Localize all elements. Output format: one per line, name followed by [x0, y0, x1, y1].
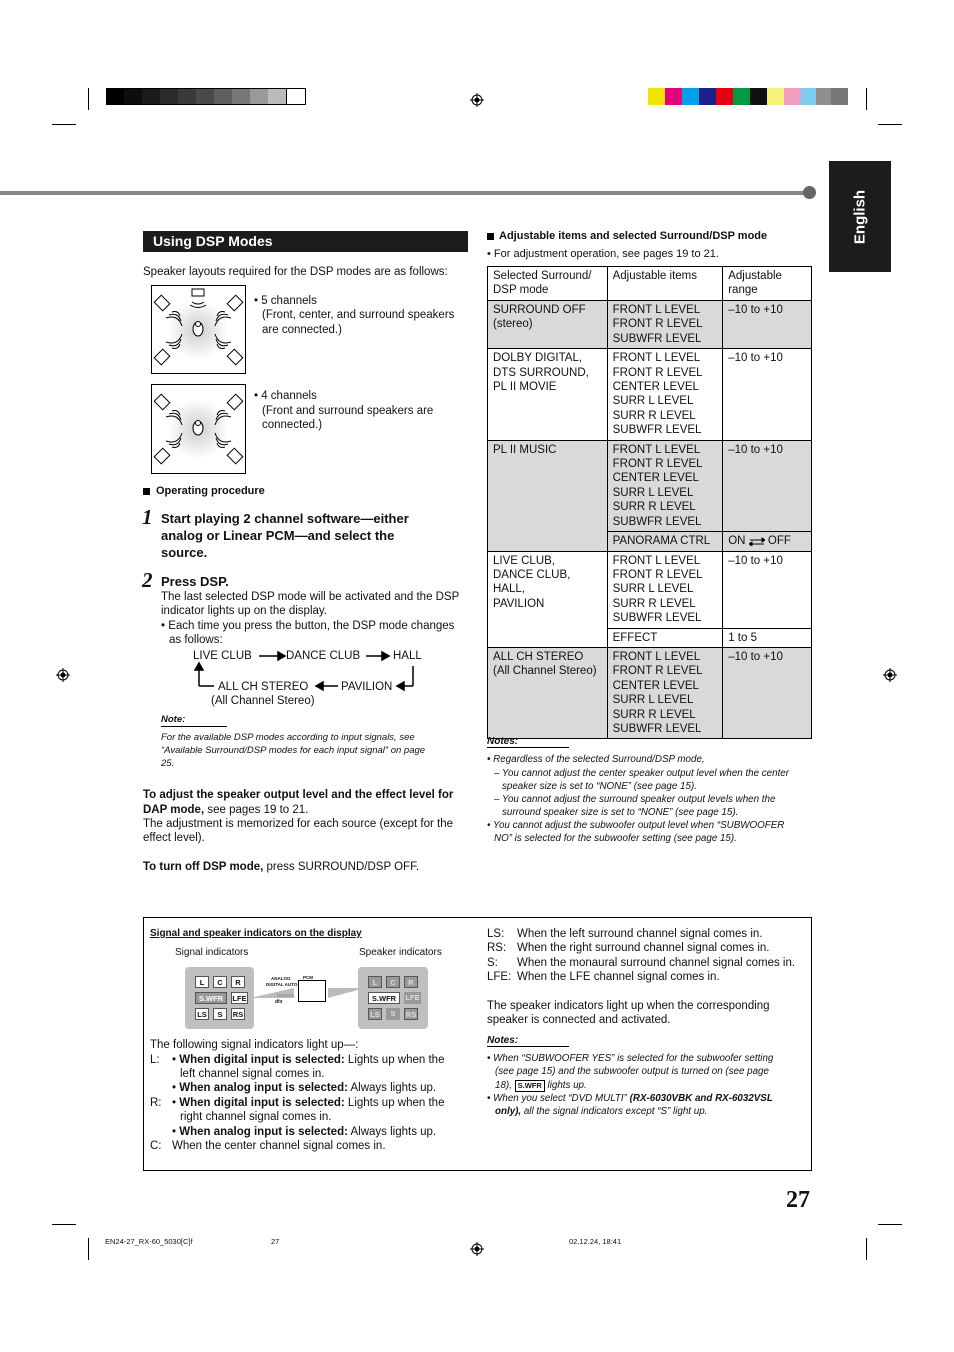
speaker-indicator-LFE: LFE: [405, 993, 420, 1002]
footer-page: 27: [271, 1237, 280, 1246]
table-header-cell: Selected Surround/ DSP mode: [488, 267, 608, 301]
step-1-title: analog or Linear PCM—and select the: [161, 528, 395, 543]
mode-cell: SURROUND OFF (stereo): [488, 301, 608, 349]
signal-indicator-LS: LS: [195, 1008, 209, 1020]
step-number: 2: [142, 568, 153, 592]
crop-mark: [878, 124, 902, 125]
step-2-body: The last selected DSP mode will be activated and the DSP: [161, 591, 460, 603]
square-bullet-icon: [487, 233, 494, 240]
color-swatch: [784, 88, 801, 105]
adjust-text: effect level).: [143, 832, 205, 844]
range-cell: –10 to +10: [723, 551, 812, 628]
note-text: For the available DSP modes according to input signals, see: [161, 732, 415, 743]
operating-heading: Operating procedure: [156, 485, 265, 497]
mode-cell: DOLBY DIGITAL, DTS SURROUND, PL II MOVIE: [488, 349, 608, 440]
adjust-heading: To adjust the speaker output level and the effect level for: [143, 789, 454, 801]
display-graphic: ANALOG DIGITAL AUTO PCM dts: [263, 975, 331, 1005]
lights-intro: The following signal indicators light up—:: [150, 1039, 359, 1051]
speaker-indicator-C: C: [386, 976, 400, 988]
color-swatch: [767, 88, 784, 105]
adjust-text: The adjustment is memorized for each source (except for the: [143, 818, 454, 830]
key-C: C:: [150, 1140, 162, 1152]
crop-mark: [88, 88, 89, 110]
speaker-paragraph: speaker is connected and activated.: [487, 1014, 671, 1026]
speaker-indicator-RS: RS: [405, 1010, 417, 1019]
speaker-indicator-S: S: [386, 1008, 400, 1020]
signal-indicator-LFE: LFE: [232, 994, 247, 1003]
swfr-badge: S.WFR: [515, 1080, 545, 1092]
mode-cell: PL II MUSIC: [488, 440, 608, 551]
color-swatch: [648, 88, 665, 105]
color-swatch: [699, 88, 716, 105]
turnoff-heading: To turn off DSP mode,: [143, 861, 264, 873]
signal-indicator-L: L: [195, 976, 209, 988]
table-row: [488, 301, 812, 349]
color-swatch: [682, 88, 699, 105]
RS-text: When the right surround channel signal comes in.: [517, 942, 770, 954]
note-title: Note:: [161, 714, 186, 725]
key-R: R:: [150, 1097, 162, 1109]
table-header-cell: Adjustable range: [723, 267, 812, 301]
speaker-layout-4ch-icon: [152, 385, 245, 473]
language-tab: English: [829, 161, 891, 272]
layout-5ch-title: • 5 channels: [254, 295, 317, 307]
items-cell: FRONT L LEVEL FRONT R LEVEL SUBWFR LEVEL: [607, 301, 723, 349]
note-line: (see page 15) and the subwoofer output is turned on (see page: [495, 1066, 769, 1077]
L-digital-text: left channel signal comes in.: [180, 1068, 325, 1080]
signal-box-title: Signal and speaker indicators on the display: [150, 928, 362, 939]
step-1-title: source.: [161, 545, 208, 560]
registration-target-icon: [883, 668, 897, 682]
crop-mark: [52, 124, 76, 125]
layout-5ch-desc: (Front, center, and surround speakers: [262, 309, 455, 321]
note-line: • When “SUBWOOFER YES” is selected for the subwoofer setting: [487, 1053, 774, 1064]
signal-indicator-R: R: [231, 976, 245, 988]
key-LFE: LFE:: [487, 971, 512, 983]
speaker-indicator-swfr: S.WFR: [368, 992, 400, 1004]
note-text: “Available Surround/DSP modes for each input signal” on page: [161, 745, 426, 756]
speaker-indicator-panel: [358, 967, 428, 1029]
range-cell: –10 to +10: [723, 349, 812, 440]
table-row: [488, 551, 812, 628]
table-heading: Adjustable items and selected Surround/DSP mode: [499, 230, 768, 242]
layout-4ch-desc: (Front and surround speakers are: [262, 405, 434, 417]
signal-indicator-RS: RS: [232, 1010, 244, 1019]
footer-file: EN24-27_RX-60_5030[C]f: [105, 1237, 193, 1246]
color-swatch: [716, 88, 733, 105]
digital-label: When digital input is selected:: [179, 1054, 345, 1066]
items-cell: FRONT L LEVEL FRONT R LEVEL CENTER LEVEL SURR L LEVEL SURR R LEVEL SUBWFR LEVEL: [607, 440, 723, 531]
speaker-indicator-LS: LS: [368, 1008, 382, 1020]
layout-4ch-desc: connected.): [262, 419, 323, 431]
mode-cell: ALL CH STEREO (All Channel Stereo): [488, 647, 608, 738]
step-2-bullet: • Each time you press the button, the DSP mode changes: [161, 620, 455, 632]
layout-4ch-title: • 4 channels: [254, 390, 317, 402]
step-2-body: indicator lights up on the display.: [161, 605, 327, 617]
signal-indicators-label: Signal indicators: [175, 947, 249, 958]
note-line: – You cannot adjust the center speaker output level when the center: [494, 768, 790, 779]
section-title: Using DSP Modes: [143, 231, 468, 252]
range-cell: –10 to +10: [723, 440, 812, 531]
R-digital-text: right channel signal comes in.: [180, 1111, 332, 1123]
analog-label: When analog input is selected:: [179, 1082, 348, 1094]
crop-mark: [866, 1238, 867, 1260]
adjust-heading: DAP mode,: [143, 804, 205, 816]
signal-indicator-S: S: [213, 1008, 227, 1020]
crop-mark: [88, 1238, 89, 1260]
key-LS: LS:: [487, 928, 505, 940]
LFE-text: When the LFE channel signal comes in.: [517, 971, 720, 983]
items-cell: PANORAMA CTRL: [607, 532, 723, 551]
speaker-paragraph: The speaker indicators light up when the corresponding: [487, 1000, 770, 1012]
speaker-layout-5ch-icon: [152, 286, 245, 373]
signal-indicator-C: C: [213, 976, 227, 988]
table-row: [488, 349, 812, 440]
digital-label: When digital input is selected:: [179, 1097, 345, 1109]
page-number: 27: [786, 1187, 810, 1213]
color-swatch: [831, 88, 848, 105]
table-row: [488, 647, 812, 738]
crop-mark: [878, 1224, 902, 1225]
step-number: 1: [142, 505, 153, 529]
color-swatch: [733, 88, 750, 105]
color-swatch: [665, 88, 682, 105]
note-line: • Regardless of the selected Surround/DSP mode,: [487, 754, 705, 765]
range-cell: 1 to 5: [723, 628, 812, 647]
header-rule: [0, 191, 806, 195]
registration-target-icon: [56, 668, 70, 682]
crop-mark: [52, 1224, 76, 1225]
items-cell: FRONT L LEVEL FRONT R LEVEL CENTER LEVEL SURR L LEVEL SURR R LEVEL SUBWFR LEVEL: [607, 647, 723, 738]
key-RS: RS:: [487, 942, 507, 954]
cycle-dance-club: DANCE CLUB: [286, 650, 361, 662]
range-cell: –10 to +10: [723, 301, 812, 349]
cycle-pavilion: PAVILION: [341, 681, 393, 693]
step-2-title: Press DSP.: [161, 574, 229, 589]
cycle-arrows-icon: [190, 648, 420, 693]
signal-indicator-panel: [185, 967, 254, 1029]
items-cell: FRONT L LEVEL FRONT R LEVEL CENTER LEVEL SURR L LEVEL SURR R LEVEL SUBWFR LEVEL: [607, 349, 723, 440]
table-header-row: [488, 267, 812, 301]
color-swatch: [801, 88, 816, 105]
speaker-layout-4ch: [151, 384, 246, 474]
footer-date: 02.12.24, 18:41: [569, 1237, 622, 1246]
intro-text: Speaker layouts required for the DSP modes are as follows:: [143, 266, 448, 278]
notes-title: Notes:: [487, 1035, 569, 1047]
crop-mark: [866, 88, 867, 110]
toggle-arrows-icon: [749, 537, 765, 546]
color-swatch: [750, 88, 767, 105]
notes-title: Notes:: [487, 736, 569, 748]
mode-cell: LIVE CLUB, DANCE CLUB, HALL, PAVILION: [488, 551, 608, 647]
turnoff-tail: press SURROUND/DSP OFF.: [263, 861, 420, 873]
items-cell: FRONT L LEVEL FRONT R LEVEL SURR L LEVEL SURR R LEVEL SUBWFR LEVEL: [607, 551, 723, 628]
header-rule-dot: [803, 186, 816, 199]
step-2-bullet: as follows:: [169, 634, 223, 646]
table-header-cell: Adjustable items: [607, 267, 723, 301]
note-line: – You cannot adjust the surround speaker output levels when the: [494, 794, 776, 805]
S-text: When the monaural surround channel signal comes in.: [517, 957, 796, 969]
step-1-title: Start playing 2 channel software—either: [161, 511, 409, 526]
key-S: S:: [487, 957, 498, 969]
speaker-indicator-L: L: [368, 976, 382, 988]
table-row: [488, 440, 812, 531]
C-text: When the center channel signal comes in.: [172, 1140, 386, 1152]
note-line: surround speaker size is set to “NONE” (see page 15).: [502, 807, 739, 818]
note-line: NO” is selected for the subwoofer setting (see page 15).: [494, 833, 737, 844]
cycle-all-ch-sub: (All Channel Stereo): [211, 695, 315, 707]
adjustable-items-table: [487, 266, 812, 739]
key-L: L:: [150, 1054, 160, 1066]
color-swatch: [816, 88, 831, 105]
callout-arrows-icon: [250, 980, 365, 1010]
note-line: speaker size is set to “NONE” (see page 15).: [502, 781, 697, 792]
cycle-all-ch: ALL CH STEREO: [218, 681, 309, 693]
speaker-indicators-label: Speaker indicators: [359, 947, 442, 958]
speaker-layout-5ch: [151, 285, 246, 374]
LS-text: When the left surround channel signal comes in.: [517, 928, 763, 940]
items-cell: EFFECT: [607, 628, 723, 647]
cycle-hall: HALL: [393, 650, 422, 662]
analog-label: When analog input is selected:: [179, 1126, 348, 1138]
adjust-tail: see pages 19 to 21.: [204, 804, 309, 816]
note-text: 25.: [161, 758, 175, 769]
note-line: • You cannot adjust the subwoofer output level when “SUBWOOFER: [487, 820, 785, 831]
speaker-indicator-R: R: [404, 976, 418, 988]
signal-indicator-swfr: S.WFR: [195, 992, 227, 1004]
table-subheading: • For adjustment operation, see pages 19 to 21.: [487, 248, 719, 260]
range-cell: ON OFF: [723, 532, 812, 551]
cycle-live-club: LIVE CLUB: [193, 650, 252, 662]
square-bullet-icon: [143, 488, 150, 495]
layout-5ch-desc: are connected.): [262, 324, 342, 336]
registration-target-icon: [470, 1242, 484, 1256]
registration-target-icon: [470, 93, 484, 107]
range-cell: –10 to +10: [723, 647, 812, 738]
